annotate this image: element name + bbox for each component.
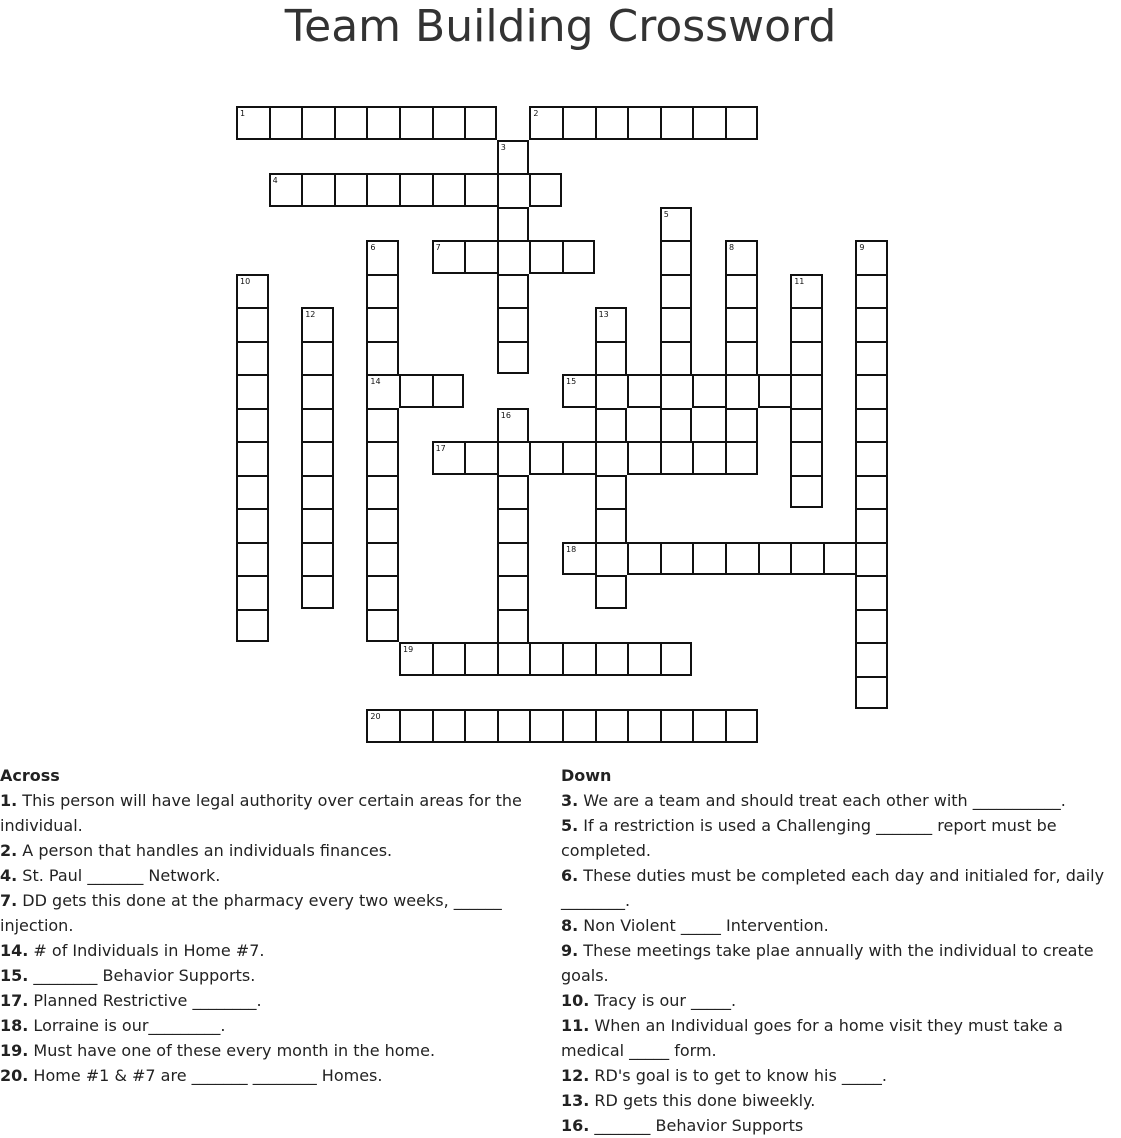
grid-cell[interactable] xyxy=(660,542,693,576)
grid-cell[interactable] xyxy=(660,341,693,375)
grid-cell[interactable] xyxy=(692,374,725,408)
across-clue xyxy=(0,1063,525,1088)
clue-text: These duties must be completed each day and initialed for, daily ________. xyxy=(561,866,1105,910)
grid-cell[interactable] xyxy=(725,341,758,375)
grid-cell[interactable] xyxy=(855,508,888,542)
grid-cell[interactable] xyxy=(464,441,497,475)
grid-cell[interactable] xyxy=(366,609,399,643)
clue-text: St. Paul _______ Network. xyxy=(17,866,221,885)
grid-cell[interactable] xyxy=(725,307,758,341)
grid-cell[interactable] xyxy=(660,374,693,408)
clue-number-label: 12. xyxy=(561,1066,590,1085)
grid-cell[interactable] xyxy=(432,374,465,408)
grid-cell[interactable] xyxy=(464,106,497,140)
grid-cell[interactable] xyxy=(432,240,465,274)
across-clue-list xyxy=(0,788,525,1088)
grid-cell[interactable] xyxy=(464,709,497,743)
grid-cell[interactable] xyxy=(497,441,530,475)
grid-cell[interactable] xyxy=(823,542,856,576)
grid-cell[interactable] xyxy=(497,240,530,274)
down-clue xyxy=(561,1063,1119,1088)
grid-cell[interactable] xyxy=(627,642,660,676)
across-clue xyxy=(0,963,525,988)
clue-text: A person that handles an individuals finances. xyxy=(17,841,393,860)
grid-cell[interactable] xyxy=(432,642,465,676)
grid-cell[interactable] xyxy=(562,542,595,576)
grid-cell[interactable] xyxy=(660,240,693,274)
clue-number: 10 xyxy=(240,276,251,286)
grid-cell[interactable] xyxy=(595,709,628,743)
clue-number-label: 19. xyxy=(0,1041,29,1060)
across-clue xyxy=(0,888,525,938)
across-clues xyxy=(0,763,525,1088)
grid-cell[interactable] xyxy=(562,240,595,274)
across-clue xyxy=(0,863,525,888)
down-clue xyxy=(561,863,1119,913)
clue-text: _______ Behavior Supports xyxy=(589,1116,804,1135)
grid-cell[interactable] xyxy=(464,240,497,274)
grid-cell[interactable] xyxy=(529,441,562,475)
grid-cell[interactable] xyxy=(464,173,497,207)
grid-cell[interactable] xyxy=(236,408,269,442)
clue-text: Must have one of these every month in the home. xyxy=(28,1041,436,1060)
clue-text: DD gets this done at the pharmacy every two weeks, ______ injection. xyxy=(0,891,502,935)
grid-cell[interactable] xyxy=(366,475,399,509)
clue-number: 9 xyxy=(859,243,865,252)
grid-cell[interactable] xyxy=(692,709,725,743)
grid-cell[interactable] xyxy=(366,240,399,274)
grid-cell[interactable] xyxy=(660,207,693,241)
clue-number-label: 3. xyxy=(561,791,579,810)
clue-number-label: 8. xyxy=(561,916,579,935)
across-clue xyxy=(0,1013,525,1038)
grid-cell[interactable] xyxy=(790,274,823,308)
grid-cell[interactable] xyxy=(595,642,628,676)
clue-text: RD's goal is to get to know his _____. xyxy=(589,1066,887,1085)
grid-cell[interactable] xyxy=(758,542,791,576)
grid-cell[interactable] xyxy=(529,173,562,207)
clue-text: When an Individual goes for a home visit they must take a medical _____ form. xyxy=(561,1016,1063,1060)
grid-cell[interactable] xyxy=(758,374,791,408)
clue-number: 3 xyxy=(500,142,506,152)
grid-cell[interactable] xyxy=(595,106,628,140)
clue-number: 14 xyxy=(370,377,381,386)
grid-cell[interactable] xyxy=(334,106,367,140)
grid-cell[interactable] xyxy=(855,441,888,475)
grid-cell[interactable] xyxy=(497,408,530,442)
grid-cell[interactable] xyxy=(595,441,628,475)
grid-cell[interactable] xyxy=(725,542,758,576)
grid-cell[interactable] xyxy=(529,642,562,676)
grid-cell[interactable] xyxy=(432,106,465,140)
clue-number-label: 11. xyxy=(561,1016,590,1035)
grid-cell[interactable] xyxy=(692,542,725,576)
clue-number: 17 xyxy=(435,444,446,453)
grid-cell[interactable] xyxy=(595,307,628,341)
grid-cell[interactable] xyxy=(366,274,399,308)
grid-cell[interactable] xyxy=(236,609,269,643)
grid-cell[interactable] xyxy=(366,408,399,442)
grid-cell[interactable] xyxy=(529,709,562,743)
down-clue xyxy=(561,1013,1119,1063)
clue-number-label: 1. xyxy=(0,791,18,810)
grid-cell[interactable] xyxy=(692,106,725,140)
grid-cell[interactable] xyxy=(366,542,399,576)
grid-cell[interactable] xyxy=(301,475,334,509)
grid-cell[interactable] xyxy=(236,441,269,475)
grid-cell[interactable] xyxy=(562,374,595,408)
grid-cell[interactable] xyxy=(562,709,595,743)
grid-cell[interactable] xyxy=(236,575,269,609)
grid-cell[interactable] xyxy=(595,542,628,576)
grid-cell[interactable] xyxy=(497,207,530,241)
grid-cell[interactable] xyxy=(627,441,660,475)
grid-cell[interactable] xyxy=(399,374,432,408)
clue-number: 8 xyxy=(729,243,735,252)
clue-text: We are a team and should treat each other with ___________. xyxy=(578,791,1066,810)
grid-cell[interactable] xyxy=(269,106,302,140)
across-clue xyxy=(0,1038,525,1063)
grid-cell[interactable] xyxy=(855,374,888,408)
clue-number-label: 9. xyxy=(561,941,579,960)
grid-cell[interactable] xyxy=(366,709,399,743)
grid-cell[interactable] xyxy=(366,441,399,475)
grid-cell[interactable] xyxy=(660,408,693,442)
clue-number: 6 xyxy=(370,243,376,252)
grid-cell[interactable] xyxy=(790,542,823,576)
grid-cell[interactable] xyxy=(301,106,334,140)
grid-cell[interactable] xyxy=(562,441,595,475)
clue-number: 13 xyxy=(598,310,609,319)
grid-cell[interactable] xyxy=(790,374,823,408)
grid-cell[interactable] xyxy=(497,575,530,609)
grid-cell[interactable] xyxy=(692,441,725,475)
grid-cell[interactable] xyxy=(497,508,530,542)
clue-number-label: 4. xyxy=(0,866,18,885)
grid-cell[interactable] xyxy=(366,341,399,375)
grid-cell[interactable] xyxy=(497,475,530,509)
grid-cell[interactable] xyxy=(497,140,530,174)
grid-cell[interactable] xyxy=(301,408,334,442)
down-clue xyxy=(561,938,1119,988)
grid-cell[interactable] xyxy=(725,709,758,743)
grid-cell[interactable] xyxy=(627,106,660,140)
grid-cell[interactable] xyxy=(855,676,888,710)
clue-text: This person will have legal authority over certain areas for the individual. xyxy=(0,791,522,835)
grid-cell[interactable] xyxy=(301,575,334,609)
grid-cell[interactable] xyxy=(301,341,334,375)
clue-number-label: 6. xyxy=(561,866,579,885)
grid-cell[interactable] xyxy=(660,642,693,676)
clue-number-label: 5. xyxy=(561,816,579,835)
grid-cell[interactable] xyxy=(855,274,888,308)
grid-cell[interactable] xyxy=(725,106,758,140)
grid-cell[interactable] xyxy=(399,642,432,676)
clue-text: Planned Restrictive ________. xyxy=(28,991,262,1010)
clue-number: 7 xyxy=(435,243,441,252)
grid-cell[interactable] xyxy=(269,173,302,207)
grid-cell[interactable] xyxy=(497,709,530,743)
clue-number: 4 xyxy=(272,176,278,185)
down-clue-list xyxy=(561,788,1119,1138)
grid-cell[interactable] xyxy=(497,341,530,375)
grid-cell[interactable] xyxy=(595,575,628,609)
grid-cell[interactable] xyxy=(301,173,334,207)
down-clue xyxy=(561,913,1119,938)
clue-number-label: 14. xyxy=(0,941,29,960)
grid-cell[interactable] xyxy=(855,609,888,643)
clue-number-label: 10. xyxy=(561,991,590,1010)
grid-cell[interactable] xyxy=(627,374,660,408)
grid-cell[interactable] xyxy=(790,307,823,341)
clue-number-label: 15. xyxy=(0,966,29,985)
down-clue xyxy=(561,813,1119,863)
clue-number: 19 xyxy=(403,645,414,654)
clue-text: Non Violent _____ Intervention. xyxy=(578,916,829,935)
grid-cell[interactable] xyxy=(399,709,432,743)
grid-cell[interactable] xyxy=(366,307,399,341)
clue-number-label: 7. xyxy=(0,891,18,910)
clue-number: 18 xyxy=(566,544,577,554)
grid-cell[interactable] xyxy=(660,274,693,308)
clue-number-label: 13. xyxy=(561,1091,590,1110)
grid-cell[interactable] xyxy=(725,274,758,308)
grid-cell[interactable] xyxy=(529,240,562,274)
clue-number: 1 xyxy=(240,109,246,118)
clue-number: 11 xyxy=(794,276,805,286)
across-clue xyxy=(0,788,525,838)
grid-cell[interactable] xyxy=(497,307,530,341)
clue-number-label: 2. xyxy=(0,841,18,860)
grid-cell[interactable] xyxy=(595,508,628,542)
grid-cell[interactable] xyxy=(790,441,823,475)
grid-cell[interactable] xyxy=(236,475,269,509)
down-clues xyxy=(561,763,1119,1138)
clue-text: ________ Behavior Supports. xyxy=(28,966,256,985)
down-clue xyxy=(561,788,1119,813)
grid-cell[interactable] xyxy=(366,575,399,609)
grid-cell[interactable] xyxy=(366,374,399,408)
clue-number-label: 16. xyxy=(561,1116,590,1135)
clue-text: Lorraine is our_________. xyxy=(28,1016,226,1035)
grid-cell[interactable] xyxy=(627,709,660,743)
grid-cell[interactable] xyxy=(399,173,432,207)
across-clue xyxy=(0,838,525,863)
grid-cell[interactable] xyxy=(529,106,562,140)
grid-cell[interactable] xyxy=(595,475,628,509)
grid-cell[interactable] xyxy=(855,575,888,609)
grid-cell[interactable] xyxy=(562,106,595,140)
down-clue xyxy=(561,1113,1119,1138)
clue-number: 5 xyxy=(663,209,669,219)
grid-cell[interactable] xyxy=(366,173,399,207)
grid-cell[interactable] xyxy=(399,106,432,140)
grid-cell[interactable] xyxy=(301,441,334,475)
grid-cell[interactable] xyxy=(301,307,334,341)
grid-cell[interactable] xyxy=(855,240,888,274)
grid-cell[interactable] xyxy=(236,274,269,308)
grid-cell[interactable] xyxy=(790,475,823,509)
grid-cell[interactable] xyxy=(855,642,888,676)
grid-cell[interactable] xyxy=(301,508,334,542)
grid-cell[interactable] xyxy=(855,542,888,576)
grid-cell[interactable] xyxy=(595,408,628,442)
grid-cell[interactable] xyxy=(725,374,758,408)
grid-cell[interactable] xyxy=(497,173,530,207)
grid-cell[interactable] xyxy=(432,441,465,475)
grid-cell[interactable] xyxy=(497,542,530,576)
across-clue xyxy=(0,938,525,963)
grid-cell[interactable] xyxy=(725,240,758,274)
grid-cell[interactable] xyxy=(366,106,399,140)
clue-number-label: 18. xyxy=(0,1016,29,1035)
clue-text: Tracy is our _____. xyxy=(589,991,737,1010)
grid-cell[interactable] xyxy=(497,642,530,676)
clue-text: # of Individuals in Home #7. xyxy=(28,941,265,960)
grid-cell[interactable] xyxy=(366,508,399,542)
grid-cell[interactable] xyxy=(236,374,269,408)
grid-cell[interactable] xyxy=(334,173,367,207)
down-clue xyxy=(561,1088,1119,1113)
grid-cell[interactable] xyxy=(855,475,888,509)
grid-cell[interactable] xyxy=(855,307,888,341)
clue-number: 2 xyxy=(533,109,539,118)
grid-cell[interactable] xyxy=(725,408,758,442)
grid-cell[interactable] xyxy=(725,441,758,475)
grid-cell[interactable] xyxy=(432,709,465,743)
across-clue xyxy=(0,988,525,1013)
grid-cell[interactable] xyxy=(562,642,595,676)
grid-cell[interactable] xyxy=(627,542,660,576)
grid-cell[interactable] xyxy=(497,609,530,643)
across-heading: Across xyxy=(0,766,60,785)
clue-text: RD gets this done biweekly. xyxy=(589,1091,816,1110)
grid-cell[interactable] xyxy=(855,408,888,442)
grid-cell[interactable] xyxy=(432,173,465,207)
grid-cell[interactable] xyxy=(497,274,530,308)
grid-cell[interactable] xyxy=(464,642,497,676)
clue-text: Home #1 & #7 are _______ ________ Homes. xyxy=(28,1066,383,1085)
clue-text: These meetings take plae annually with the individual to create goals. xyxy=(561,941,1094,985)
clue-number: 20 xyxy=(370,712,381,721)
clue-text: If a restriction is used a Challenging _______ report must be completed. xyxy=(561,816,1057,860)
grid-cell[interactable] xyxy=(660,441,693,475)
grid-cell[interactable] xyxy=(660,106,693,140)
grid-cell[interactable] xyxy=(660,307,693,341)
grid-cell[interactable] xyxy=(301,542,334,576)
grid-cell[interactable] xyxy=(660,709,693,743)
down-heading: Down xyxy=(561,766,612,785)
puzzle-title: Team Building Crossword xyxy=(284,1,837,52)
clue-number: 16 xyxy=(500,410,511,420)
grid-cell[interactable] xyxy=(236,508,269,542)
down-clue xyxy=(561,988,1119,1013)
grid-cell[interactable] xyxy=(855,341,888,375)
grid-cell[interactable] xyxy=(301,374,334,408)
clue-number: 15 xyxy=(566,377,577,386)
grid-cell[interactable] xyxy=(236,341,269,375)
grid-cell[interactable] xyxy=(595,374,628,408)
grid-cell[interactable] xyxy=(236,542,269,576)
clue-number: 12 xyxy=(305,310,316,319)
grid-cell[interactable] xyxy=(790,341,823,375)
grid-cell[interactable] xyxy=(595,341,628,375)
grid-cell[interactable] xyxy=(790,408,823,442)
clue-number-label: 20. xyxy=(0,1066,29,1085)
clue-number-label: 17. xyxy=(0,991,29,1010)
grid-cell[interactable] xyxy=(236,307,269,341)
grid-cell[interactable] xyxy=(236,106,269,140)
